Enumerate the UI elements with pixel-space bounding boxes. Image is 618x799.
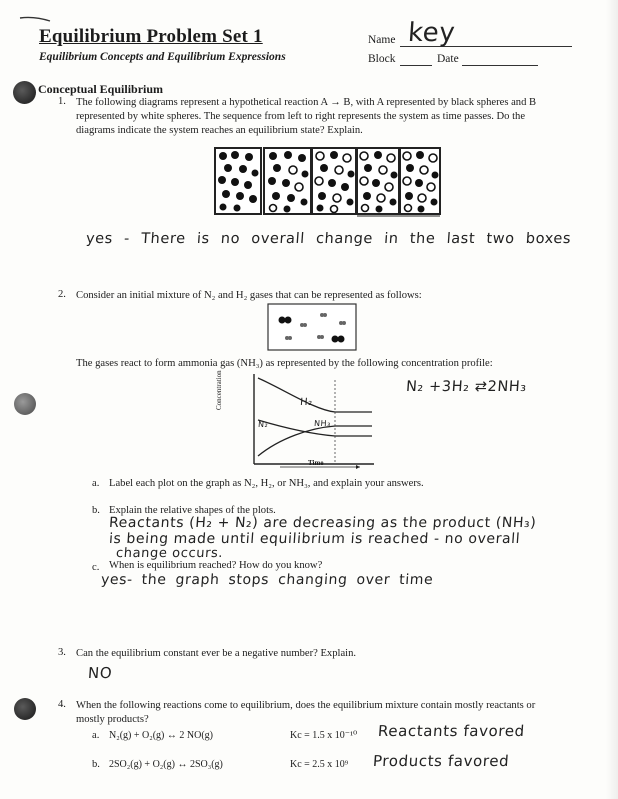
name-label: Name: [368, 34, 396, 46]
q1-text-line3: diagrams indicate the system reaches an equilibrium state? Explain.: [76, 125, 363, 136]
name-value: key: [406, 18, 457, 48]
block-line: [400, 65, 432, 66]
q4b-equation: 2SO₂(g) + O₂(g) ↔ 2SO₃(g): [109, 759, 223, 770]
q2-equation: N₂ +3H₂ ⇄2NH₃: [405, 379, 528, 395]
punch-hole-top: [13, 81, 36, 104]
q2c-label: c.: [92, 562, 100, 573]
q4b-label: b.: [92, 759, 100, 770]
q2a-text: Label each plot on the graph as N₂, H₂, or NH₃, and explain your answers.: [109, 478, 424, 489]
graph-label-h2: H₂: [299, 397, 314, 408]
pen-mark: [18, 14, 52, 24]
graph-curve-h2: [258, 378, 372, 412]
q2b-text: Explain the relative shapes of the plots.: [109, 505, 276, 516]
q2b-answer-line2: is being made until equilibrium is reached - no overall: [108, 531, 521, 547]
q2c-text: When is equilibrium reached? How do you know?: [109, 560, 323, 571]
q1-number: 1.: [58, 96, 66, 107]
q2b-label: b.: [92, 505, 100, 516]
punch-hole-bottom: [14, 698, 36, 720]
q4-text-line2: mostly products?: [76, 714, 149, 725]
q2-text: Consider an initial mixture of N₂ and H₂ gases that can be represented as follows:: [76, 290, 422, 301]
block-label: Block: [368, 53, 396, 65]
q4b-k: Kc = 2.5 x 10⁹: [290, 759, 349, 770]
punch-hole-middle: [14, 393, 36, 415]
q3-text: Can the equilibrium constant ever be a negative number? Explain.: [76, 648, 357, 659]
date-line: [462, 65, 538, 66]
q3-number: 3.: [58, 647, 66, 658]
q1-text-line1: The following diagrams represent a hypothetical reaction A → B, with A represented by black spheres and B: [76, 97, 537, 108]
section-title: Conceptual Equilibrium: [38, 82, 164, 96]
q4a-answer: Reactants favored: [377, 722, 526, 740]
q2-mixture-box: [267, 303, 357, 351]
q4a-label: a.: [92, 730, 100, 741]
page-edge: [606, 0, 618, 799]
date-label: Date: [437, 53, 459, 65]
graph-curve-nh3: [258, 426, 372, 456]
graph-y-label: Concentration: [215, 370, 223, 410]
q4-number: 4.: [58, 699, 66, 710]
q3-answer: NO: [87, 664, 113, 682]
q4-text-line1: When the following reactions come to equilibrium, does the equilibrium mixture contain mostly reactants or: [76, 700, 536, 711]
q4b-answer: Products favored: [372, 752, 510, 770]
q2-number: 2.: [58, 289, 66, 300]
q4a-equation: N₂(g) + O₂(g) ↔ 2 NO(g): [109, 730, 213, 741]
q2b-answer-line1: Reactants (H₂ + N₂) are decreasing as the product (NH₃): [108, 515, 537, 531]
q2-text2: The gases react to form ammonia gas (NH₃) as represented by the following concentration profile:: [76, 358, 493, 369]
page-title: Equilibrium Problem Set 1: [39, 26, 263, 47]
page-subtitle: Equilibrium Concepts and Equilibrium Expressions: [39, 51, 286, 63]
q2c-answer: yes- the graph stops changing over time: [100, 572, 434, 588]
graph-label-nh3: NH₃: [313, 419, 332, 428]
graph-label-n2: N₂: [257, 420, 269, 429]
q2a-label: a.: [92, 478, 100, 489]
q1-answer: yes - There is no overall change in the last two boxes: [85, 231, 572, 247]
q1-text-line2: represented by white spheres. The sequence from left to right represents the system as time passes. Do the: [76, 111, 526, 122]
graph-x-label: Time: [308, 459, 324, 467]
q1-diagram: [213, 146, 443, 218]
q2b-answer-line3: change occurs.: [115, 546, 224, 561]
q4a-k: Kc = 1.5 x 10⁻¹⁰: [290, 730, 358, 741]
